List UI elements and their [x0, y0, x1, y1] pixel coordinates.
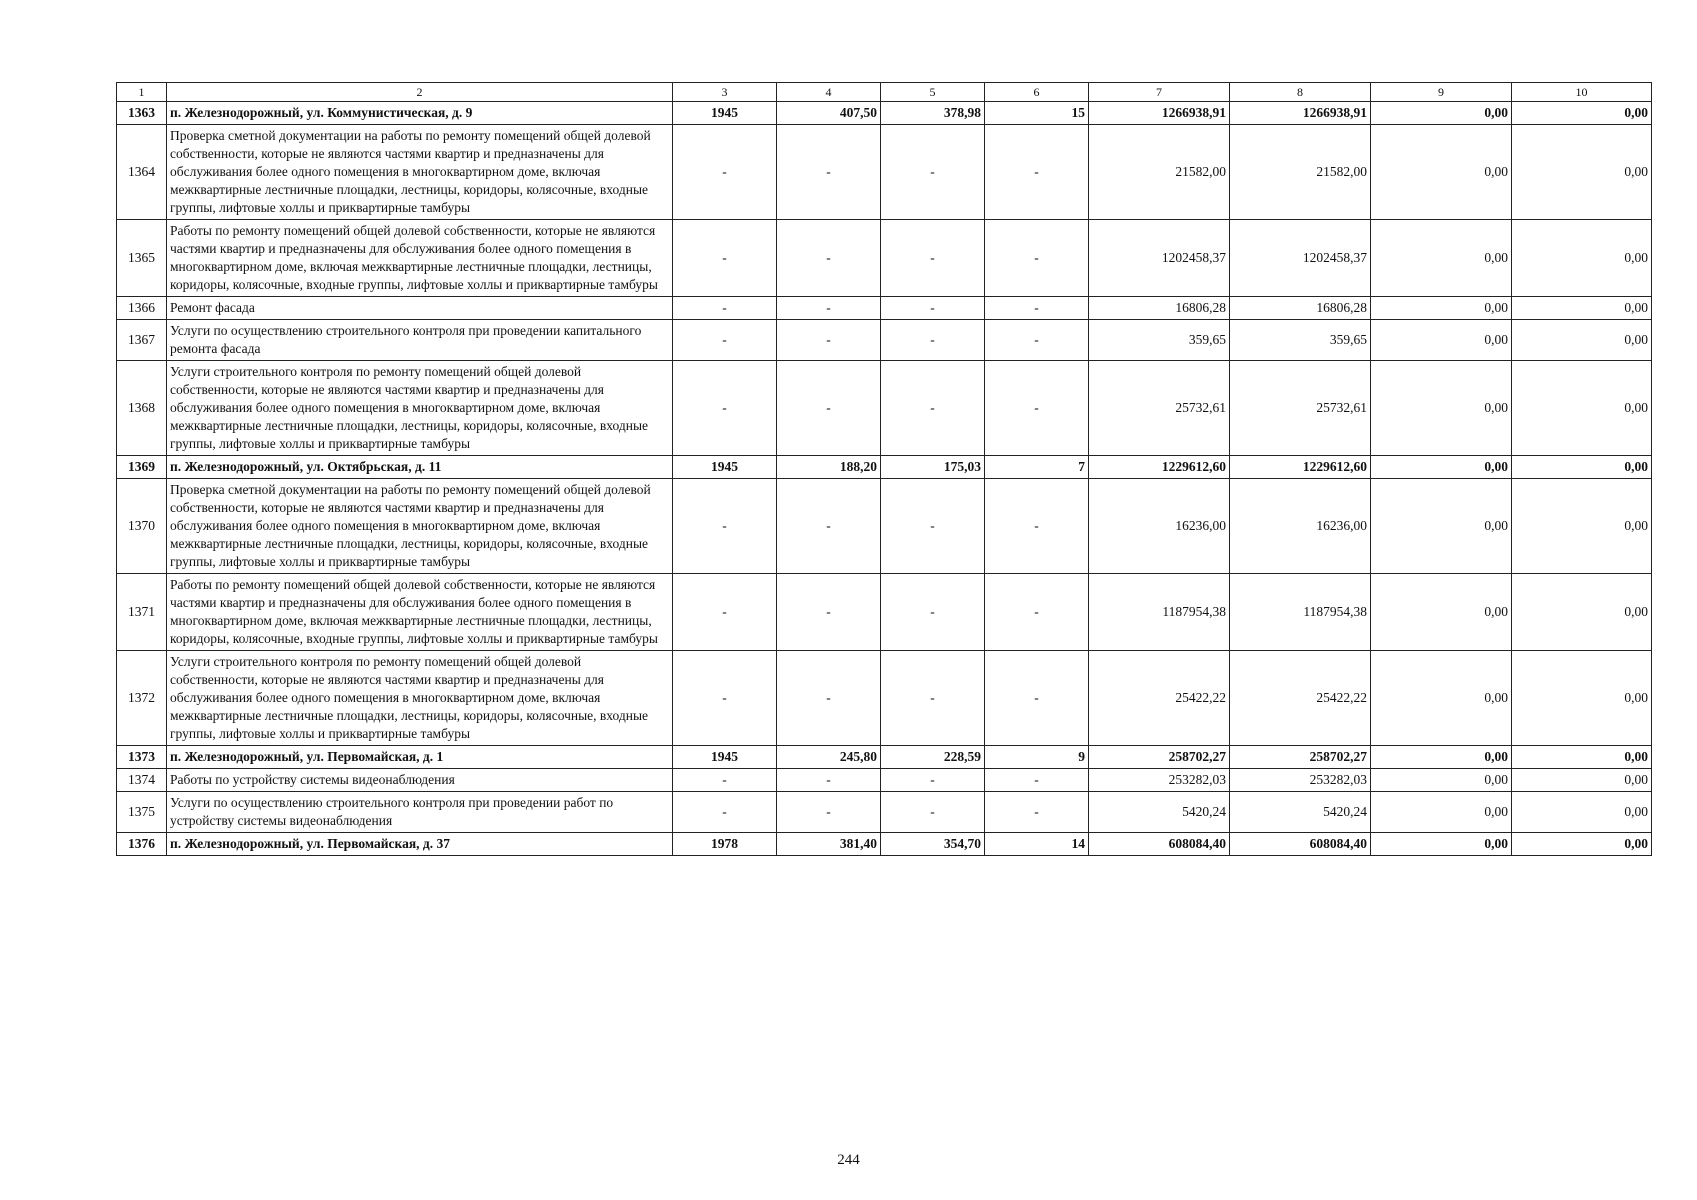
cost-total-cell: 1187954,38	[1089, 574, 1230, 651]
description-cell: Работы по ремонту помещений общей долевой собственности, которые не являются частями квартир и предназначены для обслуживания более одного помещения в многоквартирном доме, включая межквартирные лестничные площадки, лестницы, коридоры, колясочные, входные группы, лифтовые холлы и приквартирные тамбуры	[167, 574, 673, 651]
year-cell: 1978	[673, 833, 777, 856]
living-area-cell: 228,59	[881, 746, 985, 769]
row-number-cell: 1367	[117, 320, 167, 361]
residents-cell: -	[985, 574, 1089, 651]
cost-owner-cell: 0,00	[1512, 361, 1652, 456]
cost-total-cell: 608084,40	[1089, 833, 1230, 856]
year-cell: -	[673, 297, 777, 320]
cost-fund-cell: 253282,03	[1230, 769, 1371, 792]
page-number: 244	[837, 1152, 860, 1168]
header-cell: 6	[985, 83, 1089, 102]
cost-budget-cell: 0,00	[1371, 102, 1512, 125]
living-area-cell: 354,70	[881, 833, 985, 856]
header-cell: 8	[1230, 83, 1371, 102]
residents-cell: -	[985, 297, 1089, 320]
header-cell: 5	[881, 83, 985, 102]
row-number-cell: 1366	[117, 297, 167, 320]
total-area-cell: -	[777, 320, 881, 361]
cost-owner-cell: 0,00	[1512, 320, 1652, 361]
residents-cell: 15	[985, 102, 1089, 125]
residents-cell: -	[985, 769, 1089, 792]
cost-budget-cell: 0,00	[1371, 479, 1512, 574]
total-area-cell: -	[777, 479, 881, 574]
cost-owner-cell: 0,00	[1512, 574, 1652, 651]
building-row	[117, 746, 1652, 769]
row-number-cell: 1371	[117, 574, 167, 651]
total-area-cell: -	[777, 574, 881, 651]
cost-fund-cell: 25732,61	[1230, 361, 1371, 456]
living-area-cell: -	[881, 125, 985, 220]
cost-owner-cell: 0,00	[1512, 651, 1652, 746]
year-cell: -	[673, 479, 777, 574]
work-item-row	[117, 792, 1652, 833]
description-cell: Проверка сметной документации на работы по ремонту помещений общей долевой собственности, которые не являются частями квартир и предназначены для обслуживания более одного помещения в многоквартирном доме, включая межквартирные лестничные площадки, лестницы, коридоры, колясочные, входные группы, лифтовые холлы и приквартирные тамбуры	[167, 125, 673, 220]
year-cell: -	[673, 651, 777, 746]
total-area-cell: 381,40	[777, 833, 881, 856]
cost-total-cell: 253282,03	[1089, 769, 1230, 792]
cost-total-cell: 1202458,37	[1089, 220, 1230, 297]
total-area-cell: -	[777, 361, 881, 456]
cost-fund-cell: 5420,24	[1230, 792, 1371, 833]
cost-budget-cell: 0,00	[1371, 792, 1512, 833]
description-cell: Услуги строительного контроля по ремонту помещений общей долевой собственности, которые не являются частями квартир и предназначены для обслуживания более одного помещения в многоквартирном доме, включая межквартирные лестничные площадки, лестницы, коридоры, колясочные, входные группы, лифтовые холлы и приквартирные тамбуры	[167, 361, 673, 456]
total-area-cell: -	[777, 651, 881, 746]
cost-fund-cell: 1266938,91	[1230, 102, 1371, 125]
header-cell: 10	[1512, 83, 1652, 102]
description-cell: п. Железнодорожный, ул. Первомайская, д. 37	[167, 833, 673, 856]
cost-owner-cell: 0,00	[1512, 479, 1652, 574]
description-cell: п. Железнодорожный, ул. Октябрьская, д. 11	[167, 456, 673, 479]
total-area-cell: -	[777, 125, 881, 220]
total-area-cell: 407,50	[777, 102, 881, 125]
cost-owner-cell: 0,00	[1512, 456, 1652, 479]
row-number-cell: 1368	[117, 361, 167, 456]
description-cell: Услуги по осуществлению строительного контроля при проведении капитального ремонта фасада	[167, 320, 673, 361]
cost-total-cell: 359,65	[1089, 320, 1230, 361]
cost-owner-cell: 0,00	[1512, 220, 1652, 297]
description-cell: Услуги по осуществлению строительного контроля при проведении работ по устройству системы видеонаблюдения	[167, 792, 673, 833]
cost-budget-cell: 0,00	[1371, 456, 1512, 479]
living-area-cell: -	[881, 769, 985, 792]
cost-fund-cell: 258702,27	[1230, 746, 1371, 769]
total-area-cell: -	[777, 297, 881, 320]
year-cell: 1945	[673, 102, 777, 125]
row-number-cell: 1373	[117, 746, 167, 769]
cost-fund-cell: 1229612,60	[1230, 456, 1371, 479]
year-cell: -	[673, 792, 777, 833]
living-area-cell: -	[881, 651, 985, 746]
cost-budget-cell: 0,00	[1371, 361, 1512, 456]
living-area-cell: -	[881, 479, 985, 574]
living-area-cell: -	[881, 792, 985, 833]
row-number-cell: 1374	[117, 769, 167, 792]
residents-cell: -	[985, 792, 1089, 833]
work-item-row	[117, 479, 1652, 574]
cost-owner-cell: 0,00	[1512, 833, 1652, 856]
cost-budget-cell: 0,00	[1371, 651, 1512, 746]
column-number-row	[117, 83, 1652, 102]
header-cell: 1	[117, 83, 167, 102]
cost-fund-cell: 1187954,38	[1230, 574, 1371, 651]
residents-cell: -	[985, 651, 1089, 746]
year-cell: -	[673, 574, 777, 651]
cost-fund-cell: 1202458,37	[1230, 220, 1371, 297]
table-body	[117, 83, 1652, 856]
living-area-cell: -	[881, 220, 985, 297]
year-cell: -	[673, 320, 777, 361]
work-item-row	[117, 320, 1652, 361]
work-item-row	[117, 769, 1652, 792]
cost-total-cell: 258702,27	[1089, 746, 1230, 769]
residents-cell: 7	[985, 456, 1089, 479]
cost-total-cell: 1229612,60	[1089, 456, 1230, 479]
cost-owner-cell: 0,00	[1512, 125, 1652, 220]
building-row	[117, 833, 1652, 856]
cost-total-cell: 16806,28	[1089, 297, 1230, 320]
residents-cell: -	[985, 361, 1089, 456]
header-cell: 9	[1371, 83, 1512, 102]
row-number-cell: 1372	[117, 651, 167, 746]
work-item-row	[117, 361, 1652, 456]
row-number-cell: 1369	[117, 456, 167, 479]
header-cell: 2	[167, 83, 673, 102]
building-row	[117, 102, 1652, 125]
header-cell: 7	[1089, 83, 1230, 102]
cost-fund-cell: 21582,00	[1230, 125, 1371, 220]
description-cell: п. Железнодорожный, ул. Коммунистическая, д. 9	[167, 102, 673, 125]
row-number-cell: 1370	[117, 479, 167, 574]
total-area-cell: -	[777, 769, 881, 792]
residents-cell: -	[985, 220, 1089, 297]
residents-cell: -	[985, 320, 1089, 361]
total-area-cell: -	[777, 220, 881, 297]
year-cell: 1945	[673, 746, 777, 769]
cost-fund-cell: 25422,22	[1230, 651, 1371, 746]
year-cell: -	[673, 220, 777, 297]
cost-budget-cell: 0,00	[1371, 574, 1512, 651]
year-cell: 1945	[673, 456, 777, 479]
description-cell: Работы по ремонту помещений общей долевой собственности, которые не являются частями квартир и предназначены для обслуживания более одного помещения в многоквартирном доме, включая межквартирные лестничные площадки, лестницы, коридоры, колясочные, входные группы, лифтовые холлы и приквартирные тамбуры	[167, 220, 673, 297]
cost-budget-cell: 0,00	[1371, 833, 1512, 856]
row-number-cell: 1365	[117, 220, 167, 297]
cost-fund-cell: 608084,40	[1230, 833, 1371, 856]
row-number-cell: 1364	[117, 125, 167, 220]
residents-cell: 9	[985, 746, 1089, 769]
total-area-cell: -	[777, 792, 881, 833]
cost-total-cell: 25732,61	[1089, 361, 1230, 456]
row-number-cell: 1375	[117, 792, 167, 833]
register-table	[116, 82, 1652, 856]
work-item-row	[117, 297, 1652, 320]
header-cell: 3	[673, 83, 777, 102]
cost-owner-cell: 0,00	[1512, 792, 1652, 833]
description-cell: п. Железнодорожный, ул. Первомайская, д. 1	[167, 746, 673, 769]
residents-cell: -	[985, 125, 1089, 220]
year-cell: -	[673, 361, 777, 456]
building-row	[117, 456, 1652, 479]
cost-budget-cell: 0,00	[1371, 769, 1512, 792]
cost-total-cell: 5420,24	[1089, 792, 1230, 833]
living-area-cell: 378,98	[881, 102, 985, 125]
cost-total-cell: 16236,00	[1089, 479, 1230, 574]
living-area-cell: -	[881, 320, 985, 361]
cost-owner-cell: 0,00	[1512, 746, 1652, 769]
residents-cell: -	[985, 479, 1089, 574]
header-cell: 4	[777, 83, 881, 102]
cost-budget-cell: 0,00	[1371, 220, 1512, 297]
living-area-cell: -	[881, 574, 985, 651]
cost-fund-cell: 359,65	[1230, 320, 1371, 361]
work-item-row	[117, 125, 1652, 220]
description-cell: Работы по устройству системы видеонаблюдения	[167, 769, 673, 792]
cost-total-cell: 25422,22	[1089, 651, 1230, 746]
row-number-cell: 1376	[117, 833, 167, 856]
work-item-row	[117, 651, 1652, 746]
residents-cell: 14	[985, 833, 1089, 856]
living-area-cell: -	[881, 297, 985, 320]
total-area-cell: 245,80	[777, 746, 881, 769]
description-cell: Услуги строительного контроля по ремонту помещений общей долевой собственности, которые не являются частями квартир и предназначены для обслуживания более одного помещения в многоквартирном доме, включая межквартирные лестничные площадки, лестницы, коридоры, колясочные, входные группы, лифтовые холлы и приквартирные тамбуры	[167, 651, 673, 746]
total-area-cell: 188,20	[777, 456, 881, 479]
cost-owner-cell: 0,00	[1512, 102, 1652, 125]
description-cell: Проверка сметной документации на работы по ремонту помещений общей долевой собственности, которые не являются частями квартир и предназначены для обслуживания более одного помещения в многоквартирном доме, включая межквартирные лестничные площадки, лестницы, коридоры, колясочные, входные группы, лифтовые холлы и приквартирные тамбуры	[167, 479, 673, 574]
cost-budget-cell: 0,00	[1371, 320, 1512, 361]
cost-owner-cell: 0,00	[1512, 769, 1652, 792]
cost-budget-cell: 0,00	[1371, 746, 1512, 769]
cost-fund-cell: 16236,00	[1230, 479, 1371, 574]
year-cell: -	[673, 769, 777, 792]
living-area-cell: -	[881, 361, 985, 456]
cost-budget-cell: 0,00	[1371, 297, 1512, 320]
work-item-row	[117, 220, 1652, 297]
cost-total-cell: 21582,00	[1089, 125, 1230, 220]
cost-owner-cell: 0,00	[1512, 297, 1652, 320]
year-cell: -	[673, 125, 777, 220]
row-number-cell: 1363	[117, 102, 167, 125]
cost-fund-cell: 16806,28	[1230, 297, 1371, 320]
cost-budget-cell: 0,00	[1371, 125, 1512, 220]
living-area-cell: 175,03	[881, 456, 985, 479]
work-item-row	[117, 574, 1652, 651]
description-cell: Ремонт фасада	[167, 297, 673, 320]
cost-total-cell: 1266938,91	[1089, 102, 1230, 125]
